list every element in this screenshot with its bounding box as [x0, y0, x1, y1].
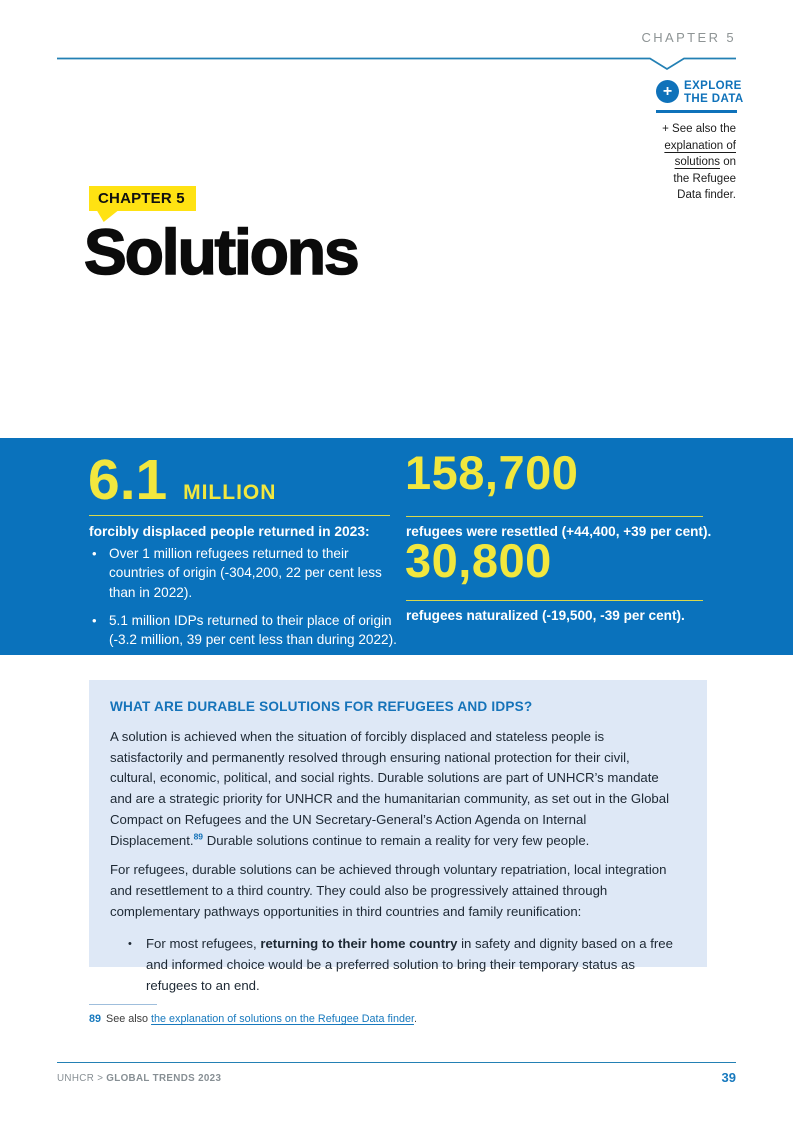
divider [406, 516, 703, 517]
stat-resettled-value: 158,700 [405, 446, 579, 499]
footnote-text: See also [106, 1013, 152, 1025]
explore-data-button[interactable] [656, 80, 679, 103]
divider [89, 515, 390, 516]
stat-returned-total [88, 448, 277, 521]
footnote-text: . [413, 1013, 417, 1025]
list-item: • Over 1 million refugees returned to their countries of origin (-304,200, 22 per cent less than in 2022). [89, 544, 401, 602]
footer-breadcrumb [57, 1073, 221, 1084]
durable-solutions-box [89, 680, 707, 993]
list-item: • 5.1 million IDPs returned to their place of origin (-3.2 million, 39 per cent less than during 2022). [89, 611, 401, 650]
footnote-ref-89[interactable]: 89 [193, 831, 204, 842]
list-item [120, 934, 675, 996]
side-note [596, 121, 736, 204]
bullet-bold-text: returning to their home country [260, 936, 458, 952]
side-note-text: on [720, 156, 736, 169]
footnote-number: 89 [89, 1013, 102, 1025]
footer-report-title: GLOBAL TRENDS 2023 [106, 1073, 222, 1084]
footnote-89 [89, 1013, 417, 1025]
bullet-text: in safety and dignity based on a free and informed choice would be a preferred solution to bring their temporary status as refugees to an end. [146, 936, 673, 993]
divider [406, 600, 703, 601]
side-note-link-solutions[interactable]: solutions [674, 156, 720, 169]
info-box-paragraph-2: For refugees, durable solutions can be achieved through voluntary repatriation, local integration and resettlement to a third country. They could also be progressively attained through complementary pathways opportunities in third countries and family reunification: [110, 862, 667, 919]
footnote-divider [89, 1004, 157, 1005]
plus-icon: + [662, 82, 673, 100]
explore-line2: THE DATA [684, 92, 744, 105]
footer-divider [57, 1062, 736, 1063]
running-head-chapter: CHAPTER 5 [641, 30, 736, 45]
stat-returned-value: 6.1 [88, 448, 168, 512]
side-note-line: Data finder. [677, 189, 736, 202]
stat-resettled-caption: refugees were resettled (+44,400, +39 per cent). [406, 524, 712, 539]
stat-returned-lead: forcibly displaced people returned in 2023: [89, 524, 370, 539]
header-rule-with-notch [57, 57, 736, 71]
statistics-banner [0, 438, 793, 655]
bullet-text: For most refugees, [146, 936, 261, 952]
footnote-link[interactable]: the explanation of solutions on the Refugee Data finder [151, 1013, 414, 1025]
explore-underline [656, 110, 737, 113]
explore-line1: EXPLORE [684, 80, 742, 92]
info-box-heading: WHAT ARE DURABLE SOLUTIONS FOR REFUGEES AND IDPS? [110, 699, 533, 714]
stat-returned-bullets [89, 544, 401, 658]
page-title: Solutions [84, 216, 358, 288]
stat-naturalized-caption: refugees naturalized (-19,500, -39 per cent). [406, 608, 685, 623]
page-number: 39 [721, 1070, 736, 1085]
side-note-link-explanation[interactable]: explanation of [664, 139, 736, 152]
explore-data-label[interactable] [684, 80, 744, 105]
chapter-badge: CHAPTER 5 [89, 186, 196, 211]
paragraph-text: A solution is achieved when the situation of forcibly displaced and stateless people is satisfactorily and permanently resolved through ensuring national protection for their civil, cultural, economic, political, and social rights. Durable solutions are part of UNHCR’s mandate and are a strategic priority for UNHCR and the humanitarian community, as set out in the Global Compact on Refugees and the UN Secretary-General’s Action Agenda on Internal Displacement. [110, 729, 670, 848]
side-note-line: the Refugee [673, 172, 736, 185]
side-note-line: + See also the [662, 123, 736, 135]
info-box-paragraph-1 [110, 727, 675, 851]
stat-returned-unit: MILLION [183, 481, 277, 504]
stat-naturalized-value: 30,800 [405, 534, 552, 587]
info-box-bullets [110, 934, 675, 996]
footer-org: UNHCR > [57, 1073, 104, 1084]
paragraph-text: Durable solutions continue to remain a reality for very few people. [203, 832, 590, 848]
